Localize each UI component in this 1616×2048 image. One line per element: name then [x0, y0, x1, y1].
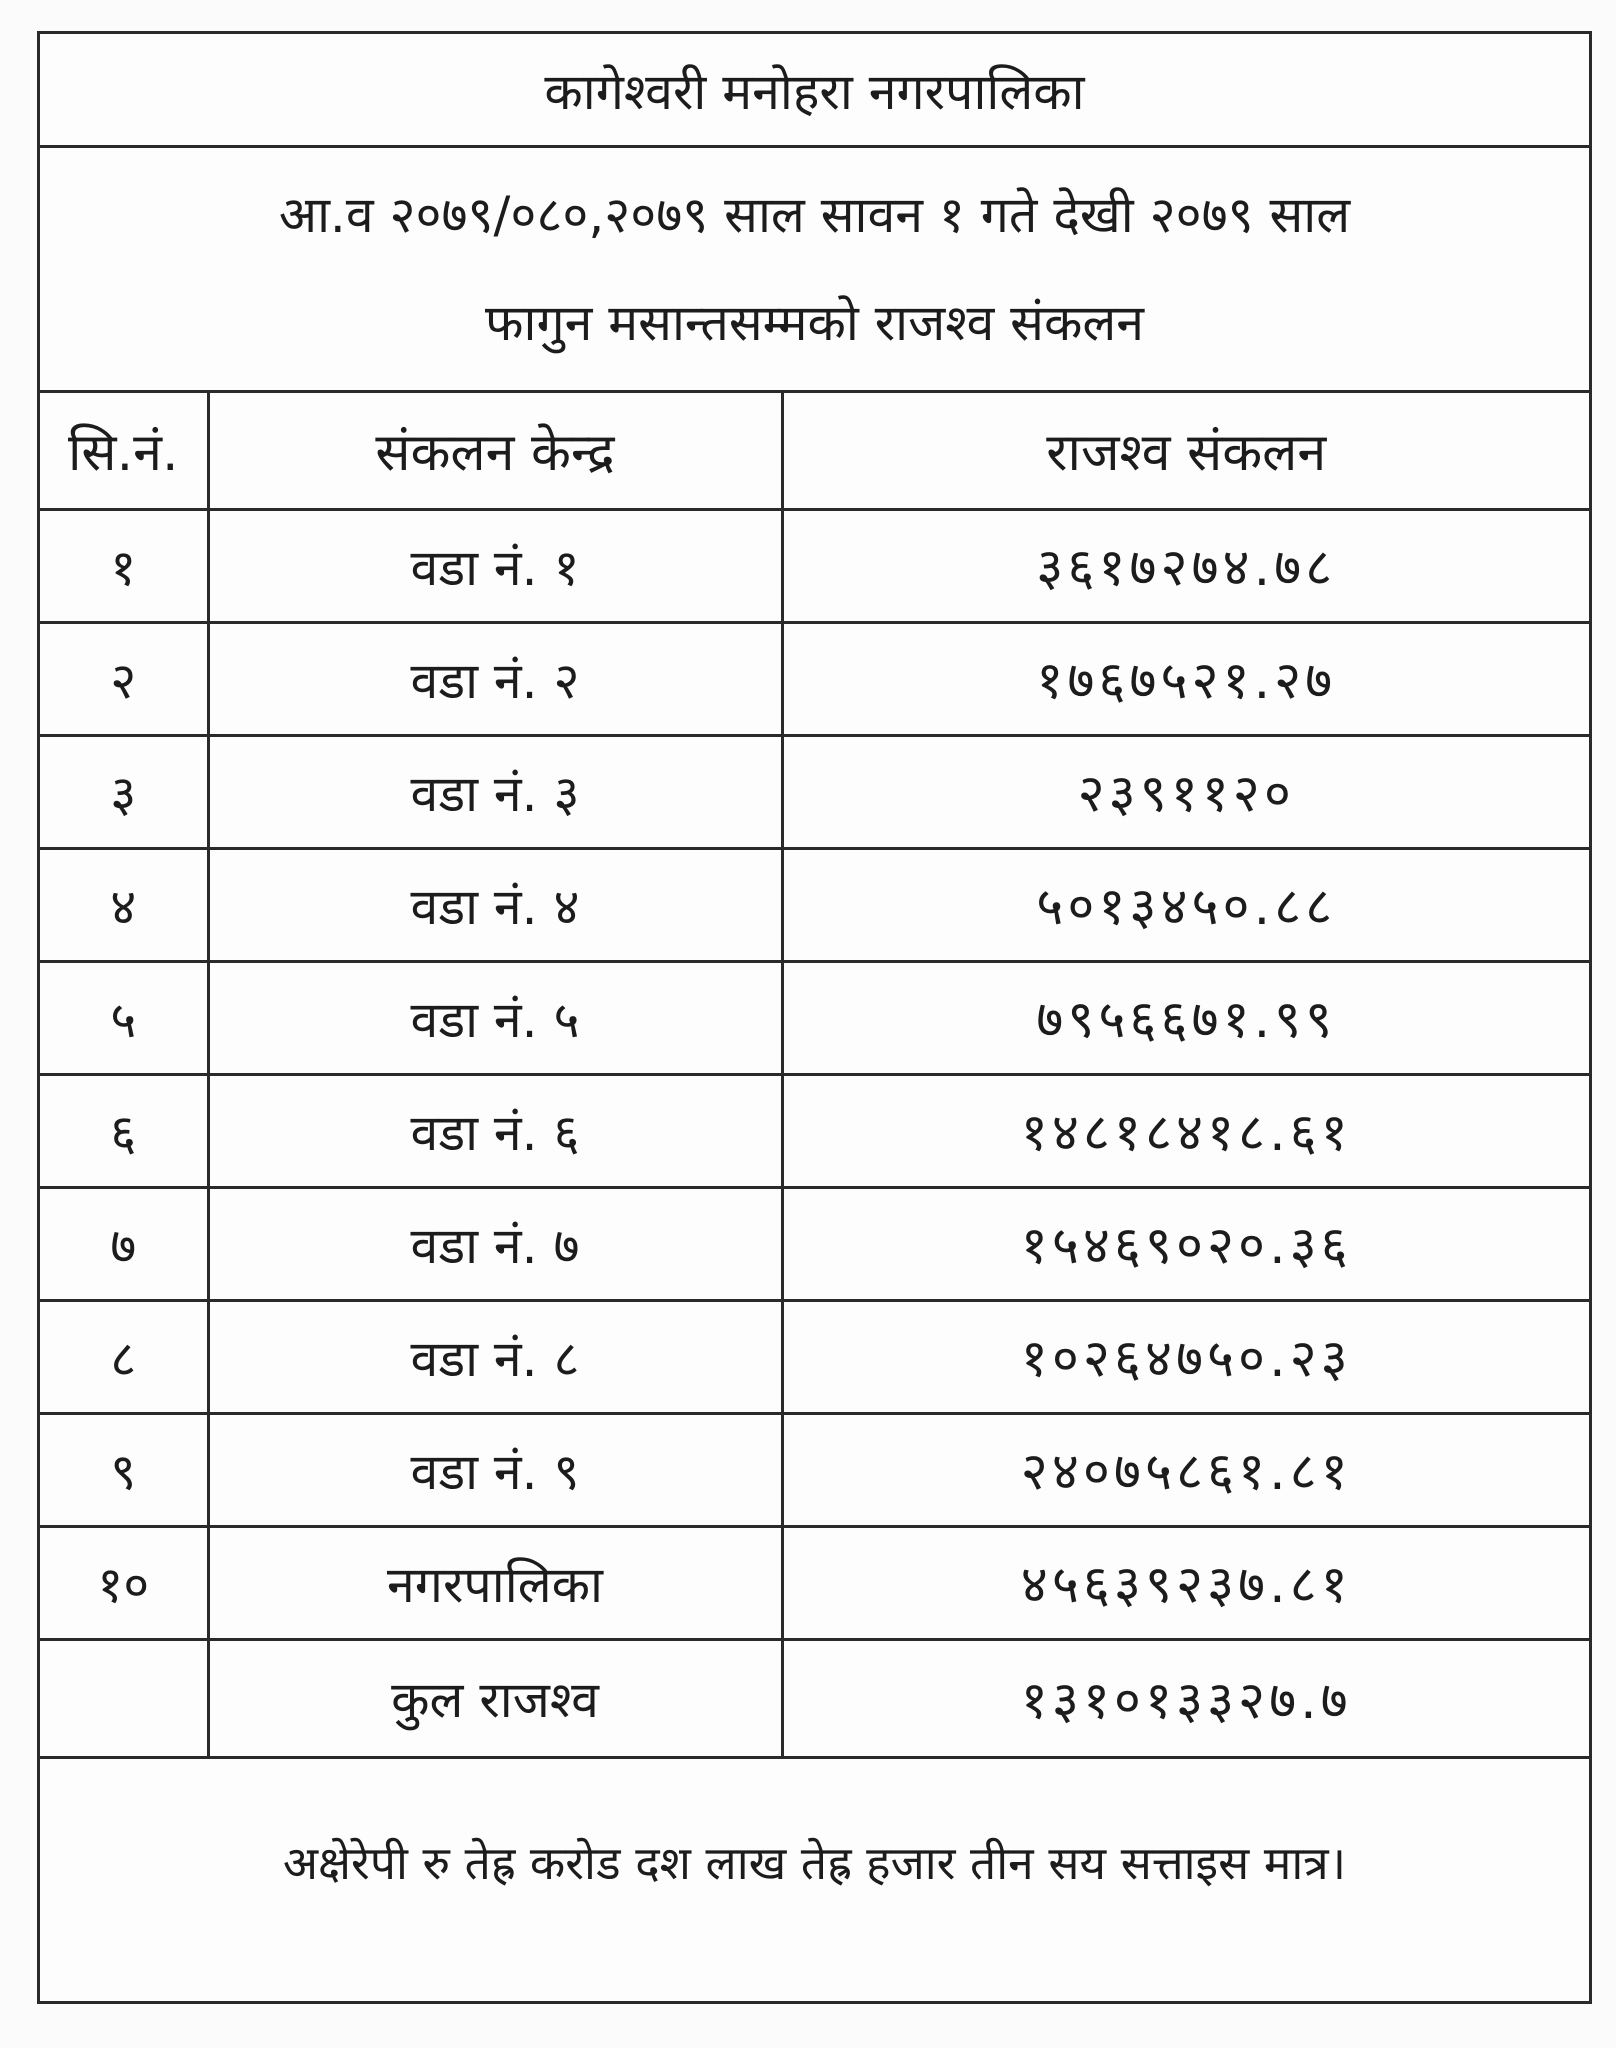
total-amount: १३१०१३३२७.७ [782, 1639, 1589, 1757]
row-collection-center: वडा नं. १ [208, 509, 782, 622]
row-serial-number: ९ [40, 1413, 208, 1526]
header-revenue-collection: राजश्व संकलन [782, 393, 1589, 509]
row-collection-center: वडा नं. ६ [208, 1074, 782, 1187]
amount-in-words-row [40, 1759, 1589, 1966]
period-heading [40, 148, 1589, 393]
total-row [40, 1639, 1589, 1757]
row-revenue-amount: १५४६९०२०.३६ [782, 1187, 1589, 1300]
row-revenue-amount: १०२६४७५०.२३ [782, 1300, 1589, 1413]
row-serial-number: ३ [40, 735, 208, 848]
revenue-table [40, 393, 1589, 1759]
revenue-sheet [37, 31, 1592, 2004]
row-serial-number: २ [40, 622, 208, 735]
row-serial-number: ६ [40, 1074, 208, 1187]
row-serial-number: ७ [40, 1187, 208, 1300]
row-serial-number: ८ [40, 1300, 208, 1413]
row-revenue-amount: २४०७५८६१.८१ [782, 1413, 1589, 1526]
row-collection-center: वडा नं. ५ [208, 961, 782, 1074]
row-revenue-amount: ७९५६६७१.९९ [782, 961, 1589, 1074]
row-revenue-amount: १४८१८४१८.६१ [782, 1074, 1589, 1187]
table-row [40, 1413, 1589, 1526]
table-row [40, 735, 1589, 848]
municipality-title: कागेश्वरी मनोहरा नगरपालिका [544, 62, 1085, 121]
period-line-1: आ.व २०७९/०८०,२०७९ साल सावन १ गते देखी २०७९ साल [278, 186, 1351, 244]
row-collection-center: वडा नं. ३ [208, 735, 782, 848]
table-row [40, 1187, 1589, 1300]
row-revenue-amount: १७६७५२१.२७ [782, 622, 1589, 735]
municipality-title-row [40, 34, 1589, 148]
row-serial-number: ५ [40, 961, 208, 1074]
table-row [40, 622, 1589, 735]
row-collection-center: वडा नं. ४ [208, 848, 782, 961]
header-serial-number: सि.नं. [40, 393, 208, 509]
period-line-2: फागुन मसान्तसम्मको राजश्व संकलन [484, 294, 1145, 352]
table-row [40, 848, 1589, 961]
table-header-row [40, 393, 1589, 509]
row-revenue-amount: ४५६३९२३७.८१ [782, 1526, 1589, 1639]
table-row [40, 509, 1589, 622]
table-row [40, 961, 1589, 1074]
row-collection-center: वडा नं. ९ [208, 1413, 782, 1526]
table-row [40, 1074, 1589, 1187]
row-collection-center: नगरपालिका [208, 1526, 782, 1639]
table-row [40, 1526, 1589, 1639]
row-revenue-amount: २३९११२० [782, 735, 1589, 848]
row-collection-center: वडा नं. २ [208, 622, 782, 735]
row-serial-number: १ [40, 509, 208, 622]
total-serial-number [40, 1639, 208, 1757]
row-collection-center: वडा नं. ८ [208, 1300, 782, 1413]
row-revenue-amount: ५०१३४५०.८८ [782, 848, 1589, 961]
row-revenue-amount: ३६१७२७४.७८ [782, 509, 1589, 622]
row-serial-number: ४ [40, 848, 208, 961]
row-collection-center: वडा नं. ७ [208, 1187, 782, 1300]
table-row [40, 1300, 1589, 1413]
header-collection-center: संकलन केन्द्र [208, 393, 782, 509]
amount-in-words: अक्षेरेपी रु तेह्र करोड दश लाख तेह्र हजार तीन सय सत्ताइस मात्र। [282, 1836, 1347, 1890]
total-label: कुल राजश्व [208, 1639, 782, 1757]
row-serial-number: १० [40, 1526, 208, 1639]
